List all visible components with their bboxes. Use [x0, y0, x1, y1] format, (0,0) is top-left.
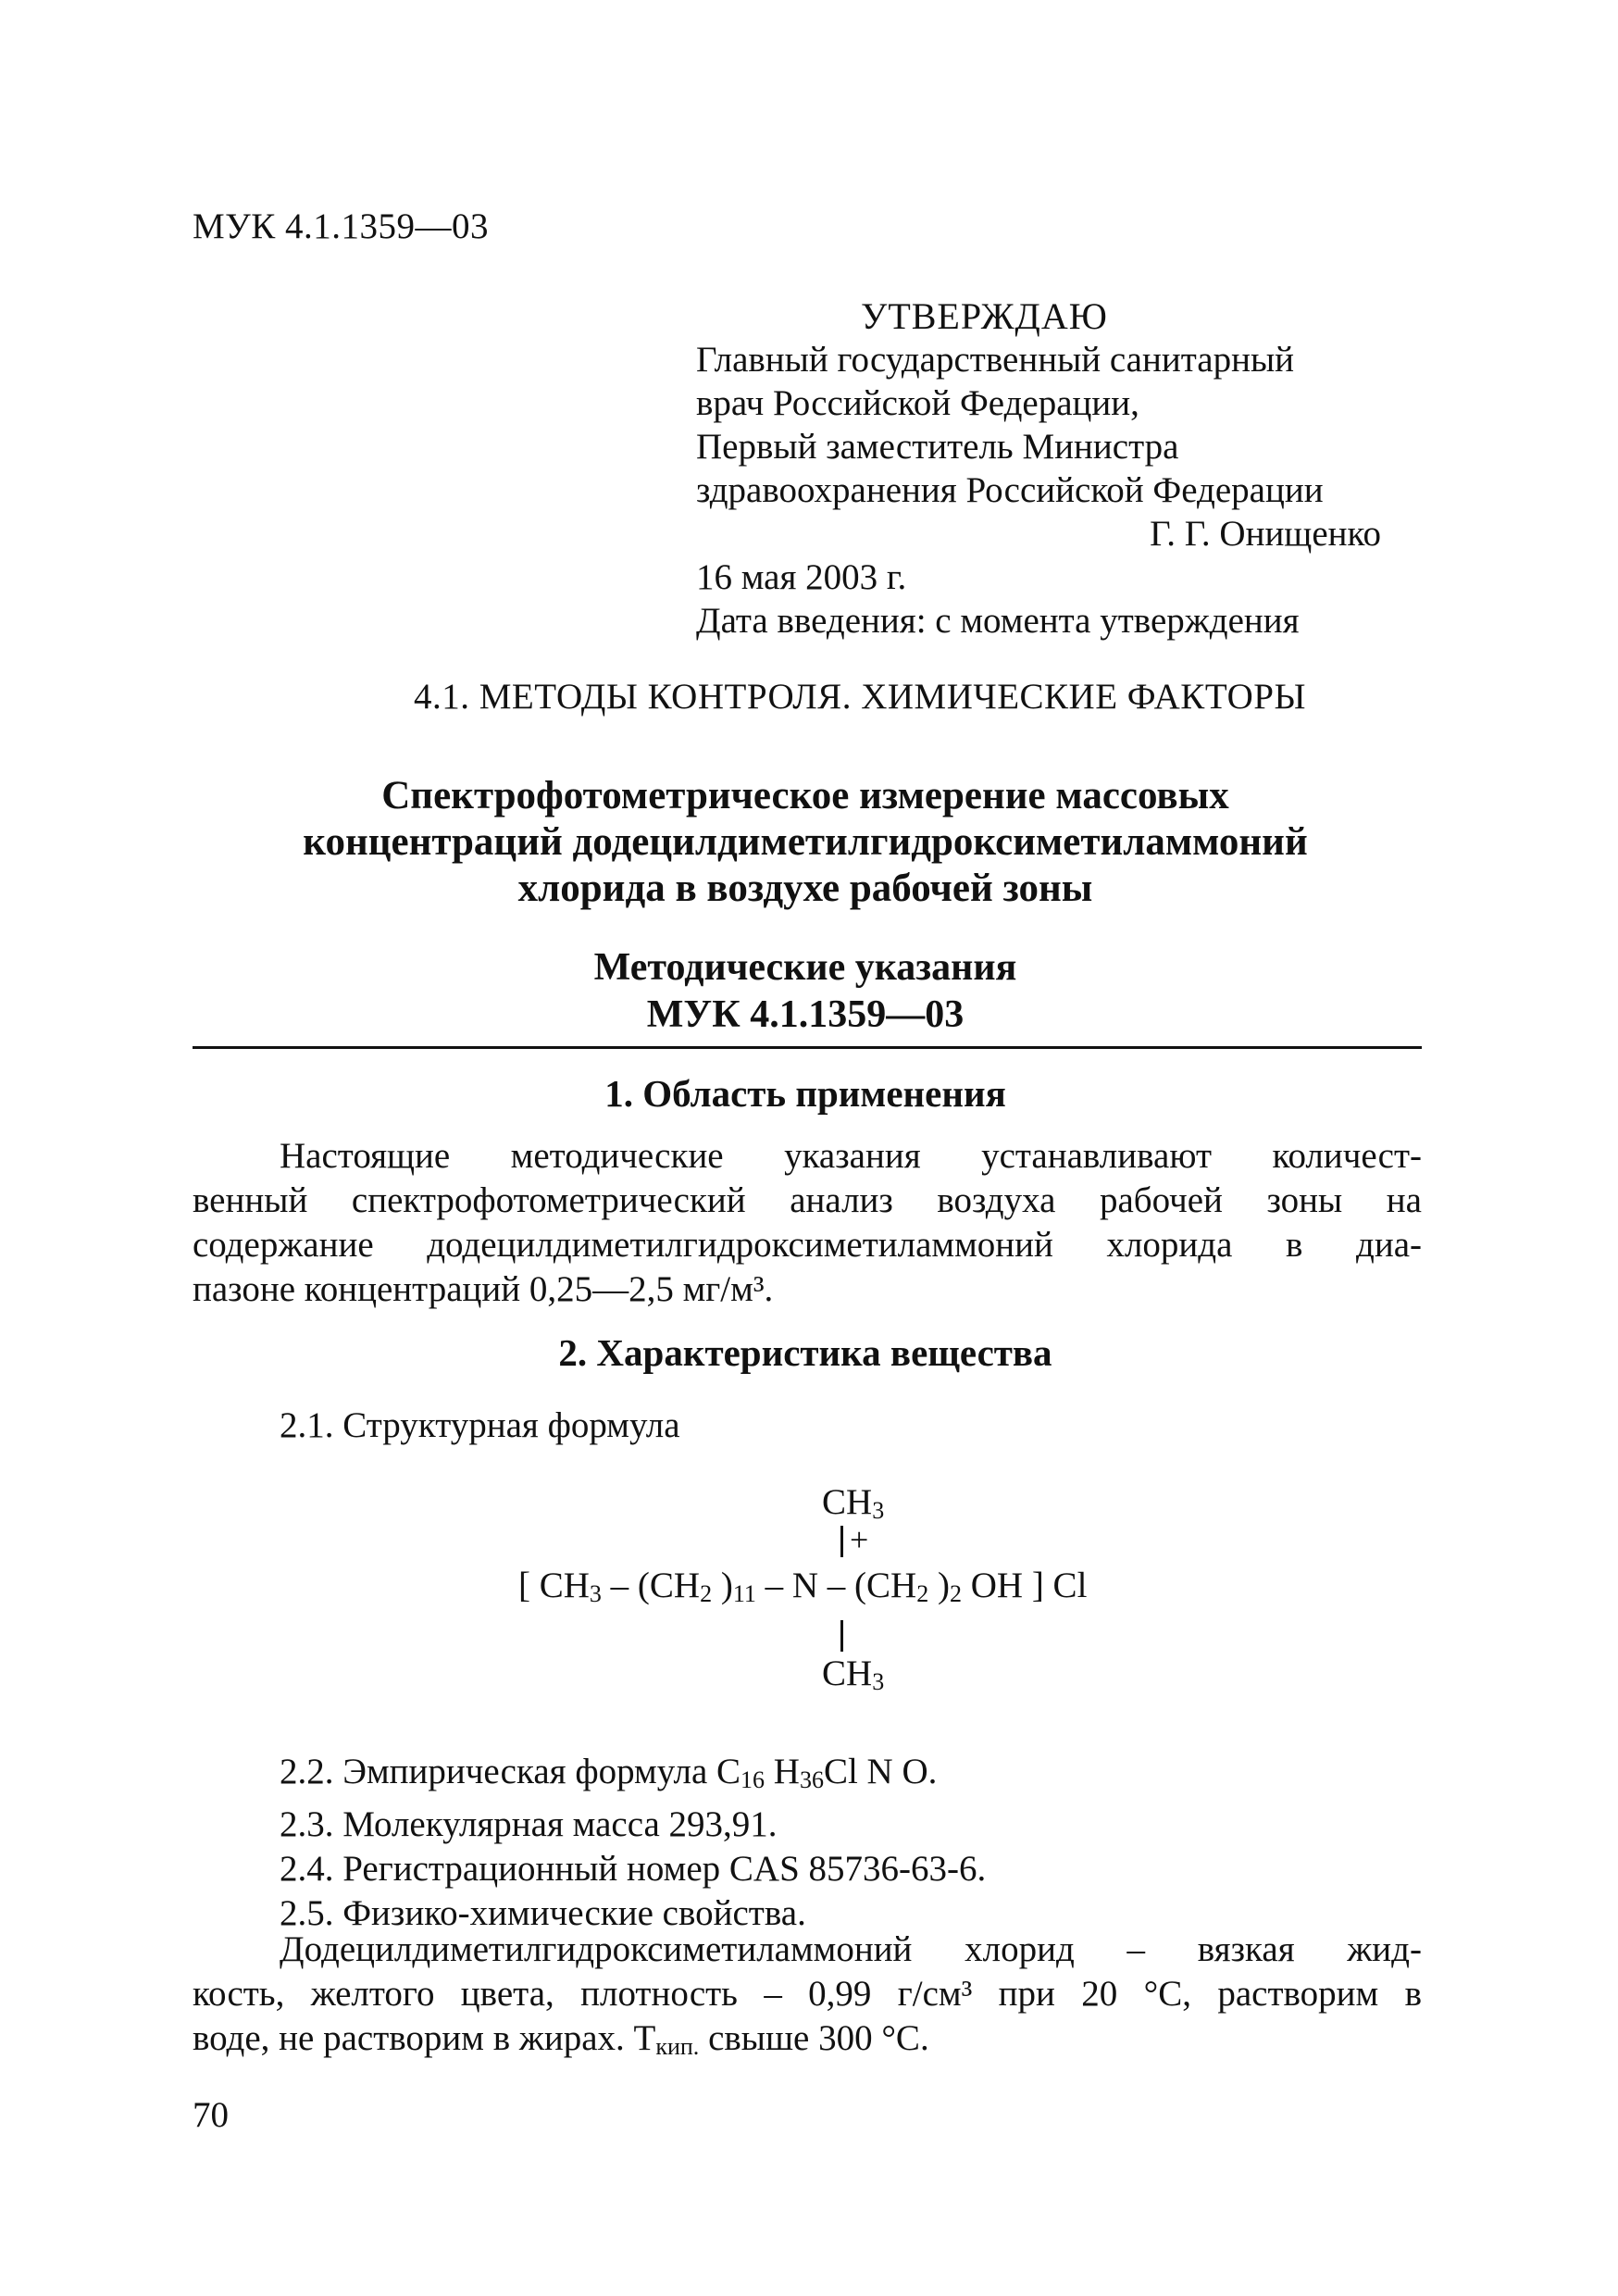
subtitle-doc-code: МУК 4.1.1359—03	[646, 993, 965, 1036]
formula-bond-line	[840, 1526, 843, 1557]
approval-line: Главный государственный санитарный	[696, 340, 1295, 380]
document-title-line: Спектрофотометрическое измерение массовых	[381, 774, 1229, 817]
item-2-5: 2.5. Физико-химические свойства.	[280, 1893, 806, 1933]
section-2-heading: 2. Характеристика вещества	[558, 1331, 1052, 1374]
paragraph-line: содержание додецилдиметилгидроксиметиламмоний хлорида в диа-	[193, 1225, 1422, 1265]
subtitle-line: Методические указания	[593, 946, 1017, 989]
approval-line: Первый заместитель Министра	[696, 427, 1179, 467]
document-title-line: хлорида в воздухе рабочей зоны	[517, 867, 1093, 910]
approval-line: здравоохранения Российской Федерации	[696, 470, 1324, 510]
formula-charge: +	[850, 1521, 869, 1558]
characteristics-list	[280, 1750, 986, 1936]
formula-bond-line	[840, 1620, 843, 1652]
document-subtitle	[185, 944, 1425, 1039]
document-code: МУК 4.1.1359—03	[193, 206, 490, 246]
approval-heading: УТВЕРЖДАЮ	[861, 295, 1108, 337]
item-2-4: 2.4. Регистрационный номер CAS 85736-63-6.	[280, 1849, 987, 1889]
formula-main-chain: [ $CH_3 - (CH_2$ )$_{11}$ – N – ($CH_2$ )$_2$ OH ] Cl	[518, 1566, 1088, 1607]
paragraph-line: Додецилдиметилгидроксиметиламмоний хлорид – вязкая жид-	[280, 1929, 1422, 1969]
structural-formula	[518, 1481, 1259, 1722]
section-title: 4.1. МЕТОДЫ КОНТРОЛЯ. ХИМИЧЕСКИЕ ФАКТОРЫ	[414, 677, 1306, 717]
formula-bottom-methyl: $CH_3$	[822, 1653, 885, 1695]
paragraph-line: воде, не растворим в жирах. $T_{кип.}$ свыше 300 °С.	[193, 2018, 929, 2060]
paragraph-line: кость, желтого цвета, плотность – 0,99 г/см³ при 20 °С, растворим в	[193, 1974, 1422, 2014]
horizontal-rule	[193, 1046, 1422, 1049]
properties-paragraph	[193, 1928, 1422, 2069]
item-2-1: 2.1. Структурная формула	[280, 1405, 680, 1445]
paragraph-line: венный спектрофотометрический анализ воздуха рабочей зоны на	[193, 1180, 1422, 1220]
page-number: 70	[193, 2095, 229, 2135]
approval-effective-date: Дата введения: с момента утверждения	[696, 601, 1300, 641]
approval-block	[696, 294, 1400, 643]
formula-top-methyl: $CH_3$	[822, 1482, 885, 1524]
approval-signatory: Г. Г. Онищенко	[1150, 514, 1381, 554]
approval-date: 16 мая 2003 г.	[696, 557, 907, 597]
section-1-heading: 1. Область применения	[604, 1072, 1006, 1115]
section-1-paragraph	[193, 1134, 1422, 1312]
approval-line: врач Российской Федерации,	[696, 383, 1139, 423]
paragraph-line: Настоящие методические указания устанавливают количест-	[280, 1136, 1422, 1176]
item-2-2: 2.2. Эмпирическая формула $C_{16}$ $H_{36}Cl$ N O.	[280, 1752, 938, 1793]
paragraph-line: пазоне концентраций 0,25—2,5 мг/м³.	[193, 1269, 774, 1309]
document-title	[185, 773, 1425, 912]
document-title-line: концентраций додецилдиметилгидроксиметиламмоний	[303, 820, 1308, 864]
item-2-3: 2.3. Молекулярная масса 293,91.	[280, 1804, 778, 1844]
